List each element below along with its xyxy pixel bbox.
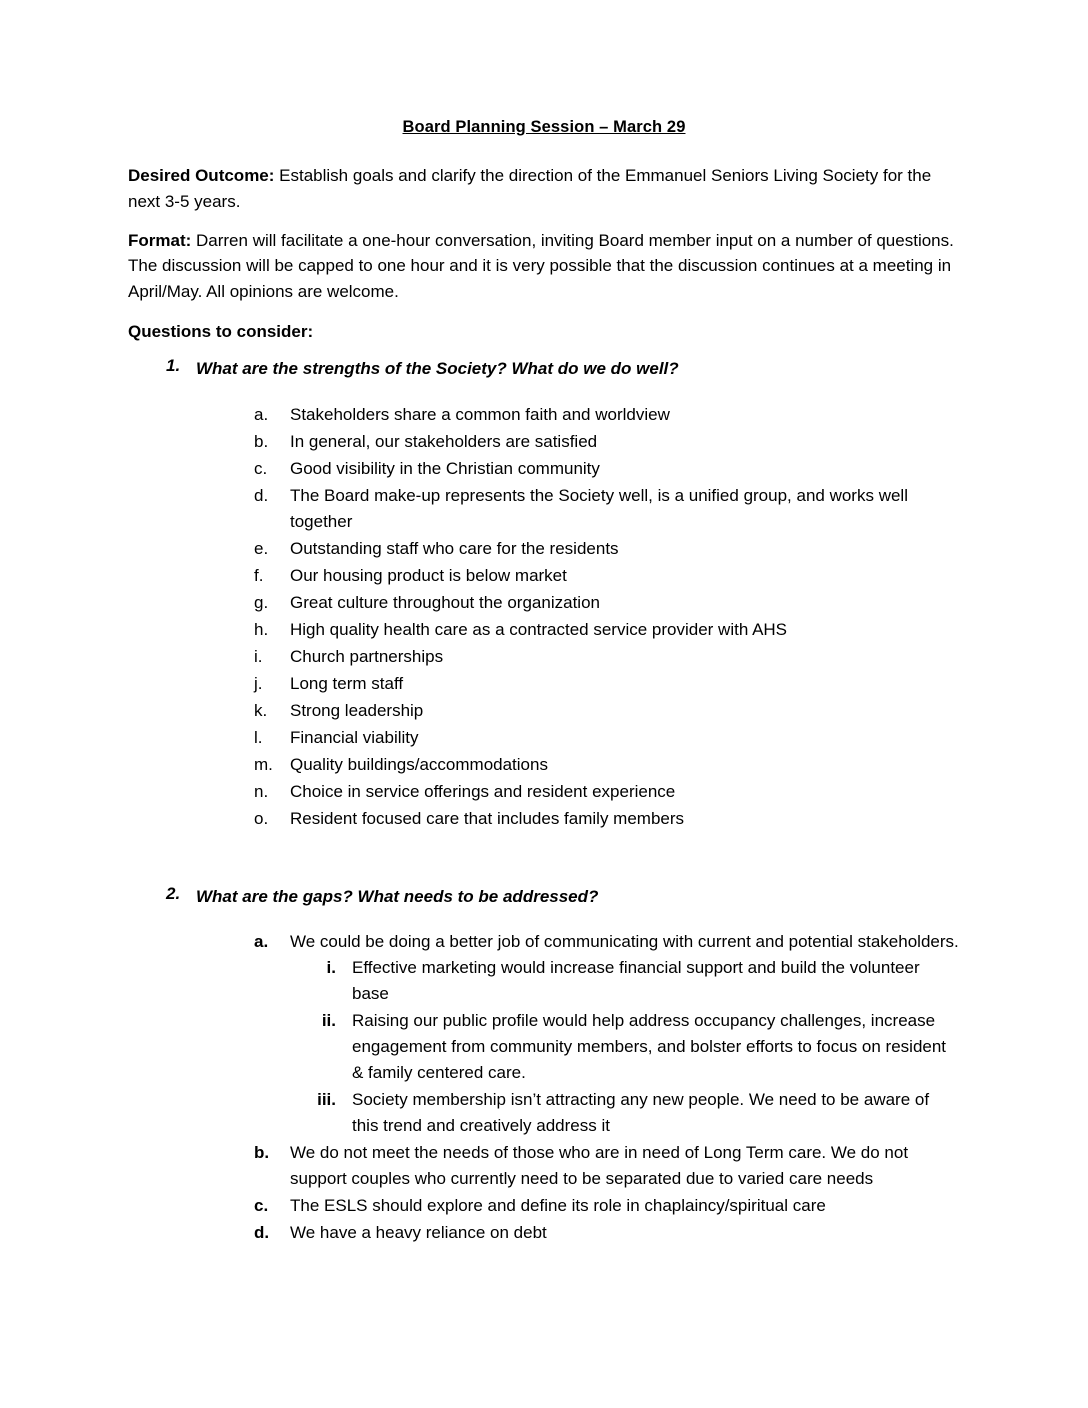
- page-title: Board Planning Session – March 29: [402, 118, 686, 136]
- list-item-marker: g.: [254, 592, 269, 612]
- questions-list: [128, 356, 960, 1246]
- list-item-text: We do not meet the needs of those who are in need of Long Term care. We do not support couples who currently need to be separated due to varied care needs: [290, 1143, 909, 1189]
- list-item: [196, 698, 960, 724]
- desired-outcome-text: Establish goals and clarify the direction of the Emmanuel Seniors Living Society for the next 3-5 years.: [128, 166, 932, 211]
- list-item: [196, 806, 960, 832]
- list-item-text: Quality buildings/accommodations: [290, 754, 548, 774]
- list-item-marker: o.: [254, 808, 269, 828]
- list-item-text: The ESLS should explore and define its role in chaplaincy/spiritual care: [290, 1196, 826, 1216]
- question-2-gaps-list: [196, 929, 960, 1246]
- question-item-2: [128, 884, 960, 1247]
- question-1-marker: 1.: [166, 356, 181, 376]
- list-item: [196, 483, 960, 535]
- list-item-marker: b.: [254, 1143, 270, 1163]
- list-item-text: Stakeholders share a common faith and worldview: [290, 404, 670, 424]
- list-item: [196, 617, 960, 643]
- list-item: [196, 563, 960, 589]
- list-item-text: High quality health care as a contracted service provider with AHS: [290, 619, 788, 639]
- format-label: Format:: [128, 230, 192, 250]
- list-item-marker: c.: [254, 458, 268, 478]
- communication-sublist: [290, 955, 960, 1139]
- list-item: [290, 1008, 960, 1086]
- desired-outcome-label: Desired Outcome:: [128, 166, 275, 185]
- list-item: [196, 402, 960, 428]
- list-item: [196, 1193, 960, 1219]
- question-2-text: What are the gaps? What needs to be addressed?: [196, 886, 599, 906]
- list-item-text: Strong leadership: [290, 700, 424, 720]
- list-item: [196, 1140, 960, 1192]
- list-item-text: In general, our stakeholders are satisfied: [290, 431, 598, 451]
- list-item-marker: f.: [254, 565, 264, 585]
- list-item-marker: h.: [254, 619, 269, 639]
- list-item: [196, 536, 960, 562]
- list-item-marker: m.: [254, 754, 273, 774]
- list-item-marker: k.: [254, 700, 268, 720]
- list-item-text: We could be doing a better job of communicating with current and potential stakeholders.: [290, 932, 959, 952]
- list-item-text: Raising our public profile would help address occupancy challenges, increase engagement from community members, and bolster efforts to focus on resident & family centered care.: [352, 1011, 947, 1083]
- list-item-text: Society membership isn’t attracting any new people. We need to be aware of this trend and creatively address it: [352, 1090, 930, 1136]
- list-item: [196, 1220, 960, 1246]
- list-item: [196, 752, 960, 778]
- list-item-marker: d.: [254, 485, 269, 505]
- list-item-marker: e.: [254, 538, 269, 558]
- list-item-marker: j.: [254, 673, 263, 693]
- list-item-marker: a.: [254, 404, 269, 424]
- list-item: [196, 779, 960, 805]
- list-item: [196, 725, 960, 751]
- question-1-strengths-list: [196, 402, 960, 832]
- question-item-1: [128, 356, 960, 832]
- list-item-marker: c.: [254, 1196, 269, 1216]
- list-item-text: Outstanding staff who care for the residents: [290, 538, 619, 558]
- list-item-marker: i.: [326, 958, 336, 978]
- format-text: Darren will facilitate a one-hour conversation, inviting Board member input on a number of questions. The discussion will be capped to one hour and it is very possible that the discussion continues at a meeting in April/May. All opinions are welcome.: [128, 230, 954, 302]
- list-item-text: Financial viability: [290, 727, 419, 747]
- desired-outcome-paragraph: [128, 163, 960, 215]
- list-item-marker: ii.: [321, 1011, 336, 1031]
- list-item-marker: iii.: [317, 1090, 336, 1110]
- question-2-marker: 2.: [166, 883, 181, 903]
- questions-heading: Questions to consider:: [128, 322, 314, 342]
- list-item-text: Resident focused care that includes family members: [290, 808, 685, 828]
- list-item: [196, 456, 960, 482]
- list-item: [196, 671, 960, 697]
- list-item-text: We have a heavy reliance on debt: [290, 1223, 547, 1243]
- list-item-text: Great culture throughout the organization: [290, 592, 600, 612]
- list-item-text: The Board make-up represents the Society well, is a unified group, and works well together: [290, 485, 908, 531]
- list-item-text: Effective marketing would increase financial support and build the volunteer base: [352, 958, 920, 1004]
- list-item-text: Church partnerships: [290, 646, 444, 666]
- list-item-marker: l.: [254, 727, 263, 747]
- list-item-marker: i.: [254, 646, 263, 666]
- list-item-marker: b.: [254, 431, 269, 451]
- list-item-text: Long term staff: [290, 673, 404, 693]
- list-item: [196, 644, 960, 670]
- list-item: [196, 929, 960, 1139]
- format-paragraph: [128, 228, 960, 305]
- list-item-marker: a.: [254, 932, 269, 952]
- list-item: [290, 1087, 960, 1139]
- list-item-text: Choice in service offerings and resident experience: [290, 781, 676, 801]
- question-1-text: What are the strengths of the Society? What do we do well?: [196, 359, 679, 379]
- list-item-text: Our housing product is below market: [290, 565, 567, 585]
- list-item-marker: d.: [254, 1223, 270, 1243]
- list-item: [196, 429, 960, 455]
- list-item: [290, 955, 960, 1007]
- list-item: [196, 590, 960, 616]
- list-item-marker: n.: [254, 781, 269, 801]
- list-item-text: Good visibility in the Christian community: [290, 458, 600, 478]
